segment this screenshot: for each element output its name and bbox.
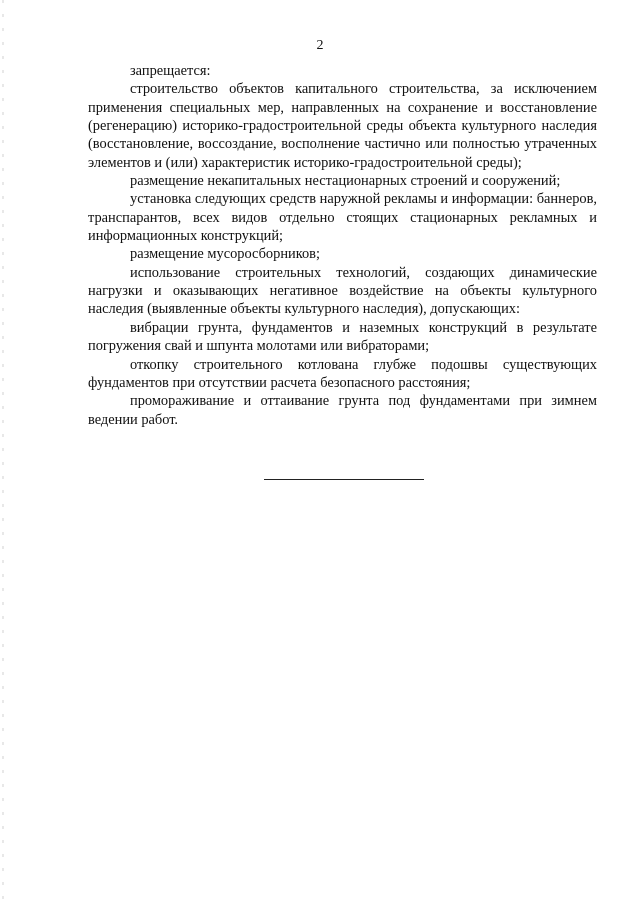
paragraph-capital-construction: строительство объектов капитального строительства, за исключением применения специальных мер, направленных на сохранение и восстановление (регенерацию) историко-градостроительной среды объекта культурного наследия (восстановление, воссоздание, восполнение частично или полностью утраченных элементов и (или) характеристик историко-градостроительной среды);	[88, 81, 597, 171]
paragraph-garbage-collectors: размещение мусоросборников;	[130, 246, 320, 263]
paragraph-freezing-thawing: промораживание и оттаивание грунта под фундаментами при зимнем ведении работ.	[88, 393, 597, 428]
paragraph-vibrations: вибрации грунта, фундаментов и наземных конструкций в результате погружения свай и шпунта молотами или вибраторами;	[88, 319, 597, 355]
end-separator-line	[264, 479, 424, 480]
scan-margin-marks	[2, 0, 4, 905]
paragraph-excavation: откопку строительного котлована глубже подошвы существующих фундаментов при отсутствии расчета безопасного расстояния;	[88, 356, 597, 391]
document-body	[88, 62, 597, 429]
paragraph-construction-technologies: использование строительных технологий, создающих динамические нагрузки и оказывающих негативное воздействие на объекты культурного наследия (выявленные объекты культурного наследия), допускающих:	[88, 264, 597, 318]
page-number: 2	[316, 38, 324, 53]
paragraph-temporary-structures: размещение некапитальных нестационарных строений и сооружений;	[130, 173, 561, 190]
paragraph-outdoor-advertising: установка следующих средств наружной рекламы и информации: баннеров, транспарантов, всех видов отдельно стоящих стационарных рекламных и информационных конструкций;	[88, 191, 597, 245]
paragraph-prohibited-intro: запрещается:	[130, 63, 211, 79]
